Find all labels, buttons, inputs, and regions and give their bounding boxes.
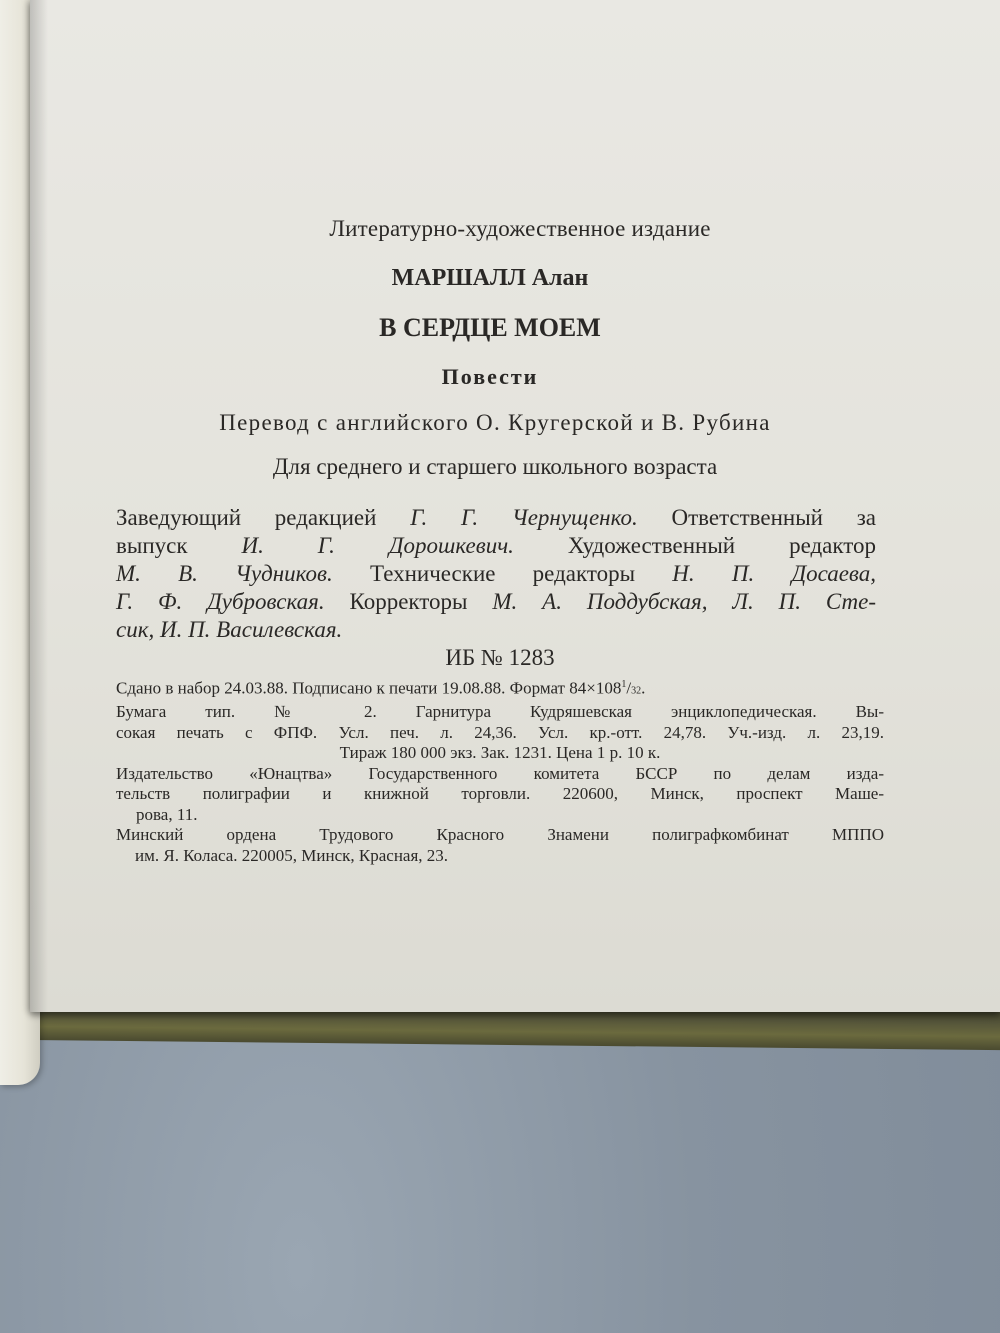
imprint-text: Сдано в набор 24.03.88. Подписано к печати 19.08.88. Формат 84×108	[116, 678, 622, 698]
staff-person: Г. Г. Чернущенко.	[410, 505, 638, 530]
staff-line	[116, 560, 876, 588]
staff-line	[116, 616, 876, 644]
staff-role: выпуск	[116, 533, 188, 558]
format-denominator: 32	[631, 685, 642, 697]
staff-line	[116, 504, 876, 532]
editorial-staff	[116, 504, 876, 644]
staff-role: Художественный	[567, 533, 736, 558]
staff-role: редактор	[789, 533, 876, 558]
translation-credit: Перевод с английского О. Кругерской и В. Рубина	[219, 410, 771, 435]
imprint-text: .	[641, 678, 646, 698]
staff-role: Технические редакторы	[332, 561, 673, 586]
imprint-line: Тираж 180 000 экз. Зак. 1231. Цена 1 р. 10 к.	[339, 743, 661, 763]
staff-person: Н. П. Досаева,	[672, 561, 876, 586]
imprint-line: тельств полиграфии и книжной торговли. 220600, Минск, проспект Маше-	[116, 784, 884, 804]
ib-number: ИБ № 1283	[445, 645, 555, 670]
staff-line	[116, 588, 876, 616]
staff-role: Корректоры	[324, 589, 493, 614]
author-name: МАРШАЛЛ Алан	[391, 265, 589, 291]
format-numerator: 1	[621, 679, 627, 690]
staff-person: И. Г. Дорошкевич.	[241, 533, 514, 558]
staff-person: М. В. Чудников.	[116, 561, 333, 586]
imprint-line: рова, 11.	[136, 804, 198, 824]
imprint-line: им. Я. Коласа. 220005, Минск, Красная, 23.	[135, 845, 449, 865]
staff-person: сик, И. П. Василевская.	[116, 617, 343, 642]
imprint-line: Издательство «Юнацтва» Государственного комитета БССР по делам изда-	[116, 763, 884, 783]
imprint-line: Бумага тип. № 2. Гарнитура Кудряшевская энциклопедическая. Вы-	[116, 702, 884, 722]
edition-type: Литературно-художественное издание	[329, 216, 711, 241]
staff-role: Ответственный за	[637, 505, 877, 530]
staff-person: М. А. Поддубская, Л. П. Сте-	[492, 589, 877, 614]
staff-line	[116, 532, 876, 560]
audience-note: Для среднего и старшего школьного возраста	[272, 454, 718, 479]
gutter-shadow	[30, 0, 48, 1012]
genre: Повести	[441, 364, 539, 389]
staff-role: Заведующий редакцией	[116, 505, 411, 530]
imprint-line	[116, 675, 884, 702]
staff-person: Г. Ф. Дубровская.	[116, 589, 325, 614]
format-slash: /	[626, 678, 632, 698]
imprint-line: сокая печать с ФПФ. Усл. печ. л. 24,36. Усл. кр.-отт. 24,78. Уч.-изд. л. 23,19.	[116, 722, 884, 742]
book-title: В СЕРДЦЕ МОЕМ	[379, 313, 601, 342]
imprint-line: Минский ордена Трудового Красного Знамени полиграфкомбинат МППО	[116, 825, 884, 845]
imprint-details	[116, 675, 884, 866]
